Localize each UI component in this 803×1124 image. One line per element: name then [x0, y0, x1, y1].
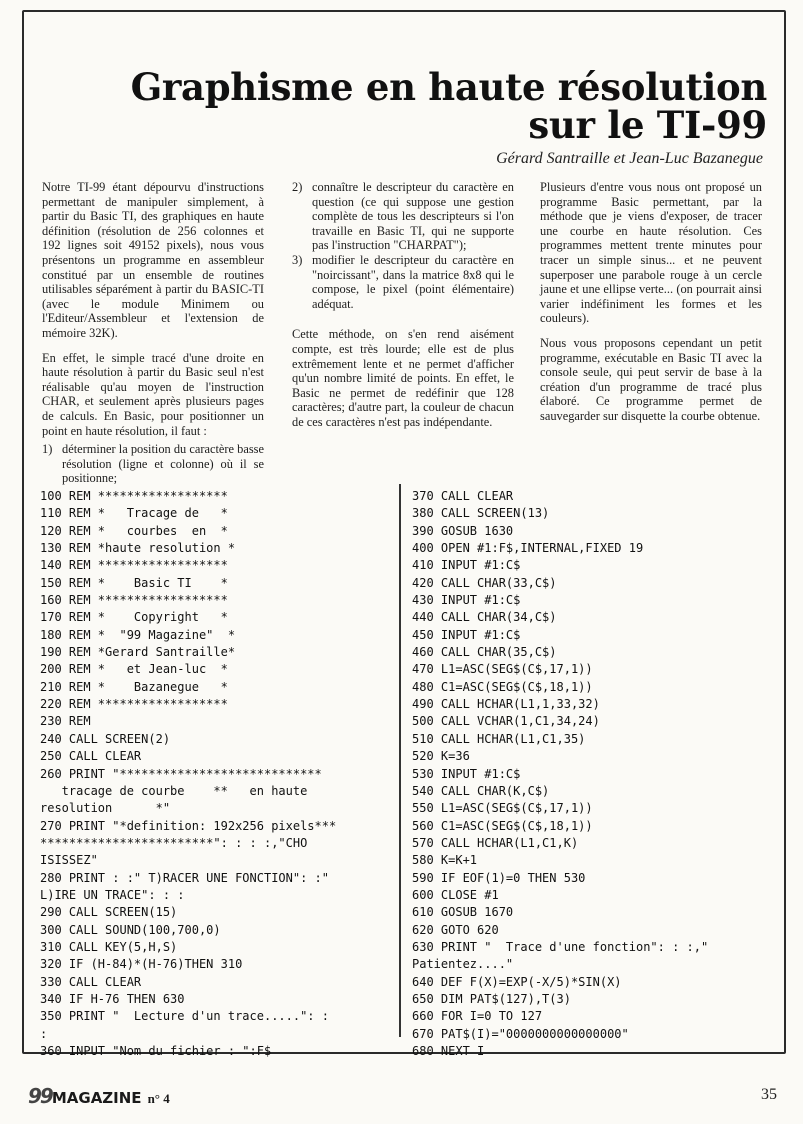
list-number: 1) — [42, 442, 53, 457]
code-line: 600 CLOSE #1 — [412, 887, 499, 902]
code-line: 240 CALL SCREEN(2) — [40, 731, 171, 746]
code-line: 300 CALL SOUND(100,700,0) — [40, 922, 221, 937]
text-column-3 — [540, 180, 762, 434]
code-line: 620 GOTO 620 — [412, 922, 499, 937]
code-line: 130 REM *haute resolution * — [40, 541, 236, 556]
code-line: 360 INPUT "Nom du fichier : ":F$ — [40, 1044, 272, 1058]
code-line: 190 REM *Gerard Santraille* — [40, 645, 236, 660]
code-line: 610 GOSUB 1670 — [412, 905, 514, 920]
paragraph: Nous vous proposons cependant un petit programme, exécutable en Basic TI avec la console seule, qui peut servir de base à la création d'un programme de tracé plus élaboré. Ce programme permet de sauvegarder sur disquette la courbe obtenue. — [540, 335, 762, 423]
code-line: 430 INPUT #1:C$ — [412, 593, 521, 608]
code-line: 230 REM — [40, 714, 91, 729]
code-line: 410 INPUT #1:C$ — [412, 558, 521, 573]
code-line: 290 CALL SCREEN(15) — [40, 905, 178, 920]
code-line: ************************": : : :,"CHO — [40, 835, 308, 850]
code-line: 220 REM ****************** — [40, 697, 228, 712]
issue-number: n° 4 — [147, 1091, 170, 1106]
code-line: 150 REM * Basic TI * — [40, 575, 228, 590]
code-line: 350 PRINT " Lecture d'un trace.....": : — [40, 1009, 329, 1024]
list-item-text: déterminer la position du caractère basse résolution (ligne et colonne) où il se positionne; — [62, 442, 264, 486]
page-number: 35 — [761, 1086, 777, 1103]
code-line: 390 GOSUB 1630 — [412, 523, 514, 538]
code-line: 200 REM * et Jean-luc * — [40, 662, 228, 677]
list-number: 2) — [292, 180, 303, 194]
code-line: 570 CALL HCHAR(L1,C1,K) — [412, 835, 579, 850]
code-line: 380 CALL SCREEN(13) — [412, 506, 550, 521]
code-line: 510 CALL HCHAR(L1,C1,35) — [412, 731, 586, 746]
list-item — [292, 180, 514, 253]
code-line: 650 DIM PAT$(127),T(3) — [412, 991, 571, 1006]
code-line: 670 PAT$(I)="0000000000000000" — [412, 1026, 629, 1041]
code-line: resolution *" — [40, 801, 171, 816]
code-line: 100 REM ****************** — [40, 489, 228, 503]
code-line: 400 OPEN #1:F$,INTERNAL,FIXED 19 — [412, 541, 644, 556]
article-title — [130, 65, 767, 147]
logo-mark: 99 — [28, 1084, 52, 1108]
code-line: 140 REM ****************** — [40, 558, 228, 573]
code-line: 540 CALL CHAR(K,C$) — [412, 783, 550, 798]
code-line: 630 PRINT " Trace d'une fonction": : :," — [412, 939, 709, 954]
code-line: 590 IF EOF(1)=0 THEN 530 — [412, 870, 586, 885]
code-line: Patientez...." — [412, 957, 514, 972]
code-line: 420 CALL CHAR(33,C$) — [412, 575, 557, 590]
code-line: 280 PRINT : :" T)RACER UNE FONCTION": :" — [40, 870, 329, 885]
listing-divider — [399, 484, 401, 1037]
code-line: 580 K=K+1 — [412, 853, 478, 868]
article-authors: Gérard Santraille et Jean-Luc Bazanegue — [496, 150, 763, 167]
text-column-2 — [292, 180, 514, 440]
code-line: 490 CALL HCHAR(L1,1,33,32) — [412, 697, 600, 712]
code-line: 450 INPUT #1:C$ — [412, 627, 521, 642]
code-line: 180 REM * "99 Magazine" * — [40, 627, 236, 642]
magazine-logo — [28, 1084, 170, 1108]
code-line: ISISSEZ" — [40, 853, 98, 868]
code-line: 330 CALL CLEAR — [40, 974, 142, 989]
code-line: 550 L1=ASC(SEG$(C$,17,1)) — [412, 801, 593, 816]
listing-right-column — [412, 488, 762, 1060]
list-number: 3) — [292, 252, 303, 267]
code-line: 640 DEF F(X)=EXP(-X/5)*SIN(X) — [412, 974, 622, 989]
code-line: 250 CALL CLEAR — [40, 749, 142, 764]
listing-left-column — [40, 488, 388, 1060]
list-item — [292, 253, 514, 311]
list-item-text: modifier le descripteur du caractère en "noircissant", dans la matrice 8x8 qui le compose, le pixel (point élémentaire) adéquat. — [312, 252, 514, 311]
code-line: 530 INPUT #1:C$ — [412, 766, 521, 781]
code-line: 270 PRINT "*definition: 192x256 pixels*** — [40, 818, 337, 833]
code-line: 160 REM ****************** — [40, 593, 228, 608]
code-line: 320 IF (H-84)*(H-76)THEN 310 — [40, 957, 243, 972]
numbered-list — [292, 180, 514, 311]
list-item — [42, 442, 264, 486]
code-line: 660 FOR I=0 TO 127 — [412, 1009, 543, 1024]
numbered-list — [42, 442, 264, 486]
code-line: 560 C1=ASC(SEG$(C$,18,1)) — [412, 818, 593, 833]
code-line: : — [40, 1026, 48, 1041]
text-column-1 — [42, 180, 264, 486]
code-line: 110 REM * Tracage de * — [40, 506, 228, 521]
logo-name: MAGAZINE — [51, 1089, 142, 1107]
code-line: 310 CALL KEY(5,H,S) — [40, 939, 178, 954]
code-line: L)IRE UN TRACE": : : — [40, 887, 185, 902]
code-line: 170 REM * Copyright * — [40, 610, 228, 625]
code-line: 370 CALL CLEAR — [412, 489, 514, 503]
code-line: 260 PRINT "**************************** — [40, 766, 322, 781]
code-line: tracage de courbe ** en haute — [40, 783, 308, 798]
paragraph: Cette méthode, on s'en rend aisément compte, est très lourde; elle est de plus extrêmement lente et ne permet d'afficher qu'un nombre limité de points. En effet, le Basic ne permet de redéfinir que 128 caractères; d'autre part, la couleur de chacun de ces caractères n'est pas indépendante. — [292, 327, 514, 429]
paragraph: En effet, le simple tracé d'une droite en haute résolution à partir du Basic seul n'est réalisable qu'au moyen de l'instruction CHAR, et seulement après plusieurs pages de calculs. En Basic, pour positionner un point en haute résolution, il faut : — [42, 350, 264, 438]
list-item-text: connaître le descripteur du caractère en question (ce qui suppose une gestion complète de tous les descripteurs si l'on travaille en Basic TI, qui ne supporte pas l'instruction "CHARPAT"); — [312, 180, 514, 253]
code-line: 680 NEXT I — [412, 1044, 485, 1058]
code-line: 460 CALL CHAR(35,C$) — [412, 645, 557, 660]
code-line: 340 IF H-76 THEN 630 — [40, 991, 185, 1006]
code-line: 500 CALL VCHAR(1,C1,34,24) — [412, 714, 600, 729]
code-line: 440 CALL CHAR(34,C$) — [412, 610, 557, 625]
article-body — [42, 180, 766, 486]
paragraph: Plusieurs d'entre vous nous ont proposé un programme Basic permettant, par la méthode que je viens d'exposer, de tracer une courbe en haute résolution. Ces programmes mettent trente minutes pour tracer un simple sinus... et ne peuvent superposer une parabole rouge à un cercle jaune et une ellipse verte... (on pourrait ainsi varier indéfiniment les formes et les couleurs). — [540, 180, 762, 326]
title-line-2: sur le TI-99 — [528, 103, 767, 147]
code-line: 210 REM * Bazanegue * — [40, 679, 228, 694]
paragraph: Notre TI-99 étant dépourvu d'instructions permettant de manipuler simplement, à partir du Basic TI, des graphiques en haute définition (résolution de 256 colonnes et 192 lignes soit 49152 pixels), nous vous présentons un programme en assembleur constitué par un ensemble de routines utilisables séparément à partir du BASIC-TI (avec le module Minimem ou l'Editeur/Assembleur et l'extension de mémoire 32K). — [42, 180, 264, 340]
code-line: 470 L1=ASC(SEG$(C$,17,1)) — [412, 662, 593, 677]
code-line: 520 K=36 — [412, 749, 470, 764]
code-line: 120 REM * courbes en * — [40, 523, 228, 538]
code-line: 480 C1=ASC(SEG$(C$,18,1)) — [412, 679, 593, 694]
title-line-1: Graphisme en haute résolution — [130, 65, 767, 109]
